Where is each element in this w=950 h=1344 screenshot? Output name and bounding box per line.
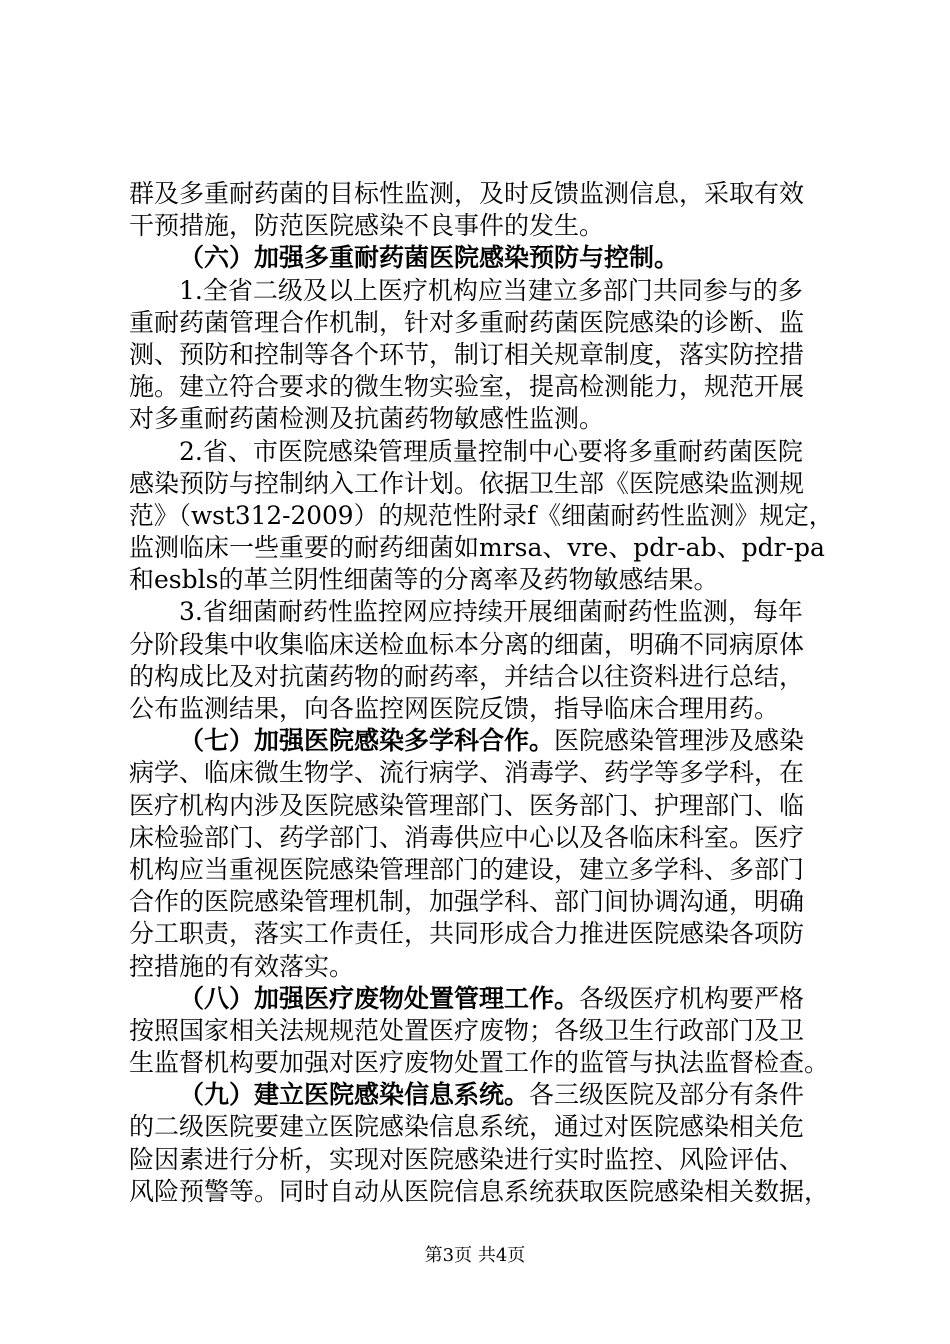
text-span: 重耐药菌管理合作机制，针对多重耐药菌医院感染的诊断、监 <box>129 307 805 337</box>
text-span: 和esbls的革兰阴性细菌等的分离率及药物敏感结果。 <box>129 565 719 595</box>
text-line <box>129 951 834 983</box>
document-body <box>129 178 834 1208</box>
text-span: 各级医疗机构要严格 <box>579 983 805 1013</box>
text-span: 控措施的有效落实。 <box>129 951 355 981</box>
text-span: 机构应当重视医院感染管理部门的建设，建立多学科、多部门 <box>129 854 805 884</box>
text-span: 公布监测结果，向各监控网医院反馈，指导临床合理用药。 <box>129 694 780 723</box>
text-span: 各三级医院及部分有条件 <box>529 1080 805 1110</box>
text-line <box>129 242 834 274</box>
text-span: 范》（wst312-2009）的规范性附录f《细菌耐药性监测》规定， <box>129 500 834 530</box>
text-line <box>129 886 834 918</box>
text-line <box>129 339 834 371</box>
text-span: 分工职责，落实工作责任，共同形成合力推进医院感染各项防 <box>129 919 805 949</box>
text-line <box>129 1015 834 1047</box>
text-line <box>129 822 834 854</box>
text-line <box>129 307 834 339</box>
text-line <box>129 564 834 596</box>
text-line <box>129 693 834 725</box>
text-span: 测、预防和控制等各个环节，制订相关规章制度，落实防控措 <box>129 339 805 369</box>
text-line <box>129 854 834 886</box>
text-line <box>129 629 834 661</box>
section-heading: （九）建立医院感染信息系统。 <box>179 1080 530 1110</box>
page-footer: 第3页 共4页 <box>424 1245 526 1266</box>
text-line <box>129 1144 834 1176</box>
text-span: 按照国家相关法规规范处置医疗废物；各级卫生行政部门及卫 <box>129 1015 805 1045</box>
text-span: 3.省细菌耐药性监控网应持续开展细菌耐药性监测，每年 <box>179 597 803 627</box>
text-line <box>129 436 834 468</box>
text-line <box>129 532 834 564</box>
text-span: 2.省、市医院感染管理质量控制中心要将多重耐药菌医院 <box>179 436 803 466</box>
text-span: 合作的医院感染管理机制，加强学科、部门间协调沟通，明确 <box>129 887 805 917</box>
text-span: 监测临床一些重要的耐药细菌如mrsa、vre、pdr-ab、pdr-pa <box>129 533 825 563</box>
text-span: 的构成比及对抗菌药物的耐药率，并结合以往资料进行总结， <box>129 661 805 691</box>
text-line <box>129 275 834 307</box>
text-line <box>129 918 834 950</box>
text-span: 分阶段集中收集临床送检血标本分离的细菌，明确不同病原体 <box>129 629 805 659</box>
text-span: 床检验部门、药学部门、消毒供应中心以及各临床科室。医疗 <box>129 822 805 852</box>
text-line <box>129 596 834 628</box>
section-heading: （六）加强多重耐药菌医院感染预防与控制。 <box>179 243 680 273</box>
text-span: 的二级医院要建立医院感染信息系统，通过对医院感染相关危 <box>129 1112 805 1142</box>
text-line <box>129 661 834 693</box>
text-line <box>129 983 834 1015</box>
text-line <box>129 500 834 532</box>
text-span: 生监督机构要加强对医疗废物处置工作的监管与执法监督检查。 <box>129 1048 830 1078</box>
text-span: 风险预警等。同时自动从医院信息系统获取医院感染相关数据， <box>129 1176 830 1206</box>
text-span: 感染预防与控制纳入工作计划。依据卫生部《医院感染监测规 <box>129 468 805 498</box>
text-span: 医院感染管理涉及感染 <box>554 726 805 756</box>
section-heading: （七）加强医院感染多学科合作。 <box>179 726 555 756</box>
text-line <box>129 178 834 210</box>
text-span: 1.全省二级及以上医疗机构应当建立多部门共同参与的多 <box>179 275 803 305</box>
text-span: 对多重耐药菌检测及抗菌药物敏感性监测。 <box>129 404 605 434</box>
section-heading: （八）加强医疗废物处置管理工作。 <box>179 983 580 1013</box>
text-span: 病学、临床微生物学、流行病学、消毒学、药学等多学科，在 <box>129 758 805 788</box>
text-span: 群及多重耐药菌的目标性监测，及时反馈监测信息，采取有效 <box>129 179 805 208</box>
text-span: 险因素进行分析，实现对医院感染进行实时监控、风险评估、 <box>129 1144 805 1174</box>
text-span: 干预措施，防范医院感染不良事件的发生。 <box>129 211 605 241</box>
text-span: 施。建立符合要求的微生物实验室，提高检测能力，规范开展 <box>129 372 805 402</box>
text-line <box>129 1111 834 1143</box>
text-line <box>129 1047 834 1079</box>
text-line <box>129 210 834 242</box>
text-line <box>129 403 834 435</box>
text-line <box>129 371 834 403</box>
text-line <box>129 1079 834 1111</box>
text-line <box>129 790 834 822</box>
text-span: 医疗机构内涉及医院感染管理部门、医务部门、护理部门、临 <box>129 790 805 820</box>
text-line <box>129 757 834 789</box>
text-line <box>129 725 834 757</box>
text-line <box>129 468 834 500</box>
text-line <box>129 1176 834 1208</box>
